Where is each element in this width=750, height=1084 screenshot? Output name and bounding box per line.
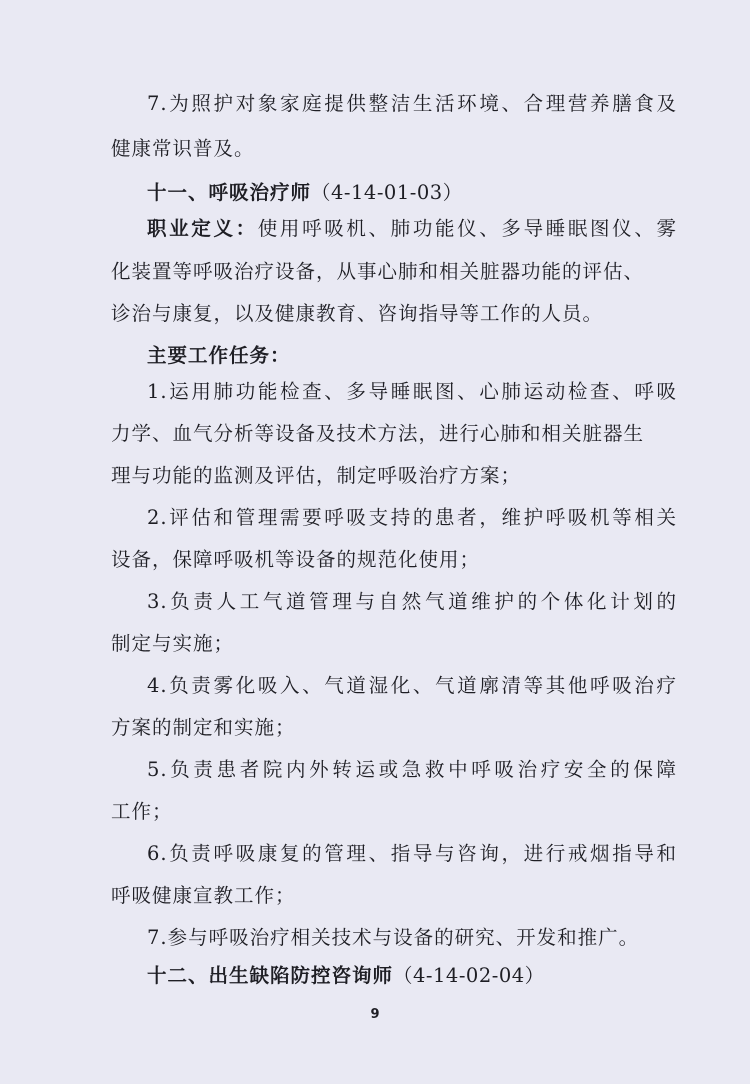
- paragraph-line: 7.参与呼吸治疗相关技术与设备的研究、开发和推广。: [147, 926, 640, 949]
- definition-line: [147, 214, 677, 244]
- paragraph-line: 力学、血气分析等设备及技术方法，进行心肺和相关脏器生: [111, 422, 645, 445]
- paragraph-line: 健康常识普及。: [111, 137, 255, 160]
- paragraph-line: 3.负责人工气道管理与自然气道维护的个体化计划的: [147, 590, 677, 613]
- section-heading-11: [147, 178, 677, 208]
- paragraph-line: 1.运用肺功能检查、多导睡眠图、心肺运动检查、呼吸: [147, 380, 677, 403]
- definition-text: 使用呼吸机、肺功能仪、多导睡眠图仪、雾: [257, 217, 677, 240]
- paragraph-line: 4.负责雾化吸入、气道湿化、气道廓清等其他呼吸治疗: [147, 674, 677, 697]
- page-number: 9: [370, 1007, 380, 1022]
- section-title: 十一、呼吸治疗师: [147, 181, 312, 204]
- paragraph-line: 化装置等呼吸治疗设备，从事心肺和相关脏器功能的评估、: [111, 260, 645, 283]
- paragraph-line: 5.负责患者院内外转运或急救中呼吸治疗安全的保障: [147, 758, 677, 781]
- definition-label: 职业定义：: [147, 217, 258, 240]
- paragraph-line: 呼吸健康宣教工作；: [111, 884, 296, 907]
- occupation-code: （4-14-02-04）: [393, 964, 545, 987]
- paragraph-line: 制定与实施；: [111, 632, 235, 655]
- paragraph-line: 工作；: [111, 800, 173, 823]
- paragraph-line: 理与功能的监测及评估，制定呼吸治疗方案；: [111, 464, 522, 487]
- tasks-label: 主要工作任务：: [147, 344, 291, 367]
- paragraph-line: 方案的制定和实施；: [111, 716, 296, 739]
- section-title: 十二、出生缺陷防控咨询师: [147, 964, 394, 987]
- paragraph-line: 诊治与康复，以及健康教育、咨询指导等工作的人员。: [111, 302, 604, 325]
- section-heading-12: [147, 961, 677, 991]
- occupation-code: （4-14-01-03）: [311, 181, 463, 204]
- paragraph-line: 7.为照护对象家庭提供整洁生活环境、合理营养膳食及: [147, 92, 677, 115]
- paragraph-line: 设备，保障呼吸机等设备的规范化使用；: [111, 548, 481, 571]
- paragraph-line: 2.评估和管理需要呼吸支持的患者，维护呼吸机等相关: [147, 506, 677, 529]
- paragraph-line: 6.负责呼吸康复的管理、指导与咨询，进行戒烟指导和: [147, 842, 677, 865]
